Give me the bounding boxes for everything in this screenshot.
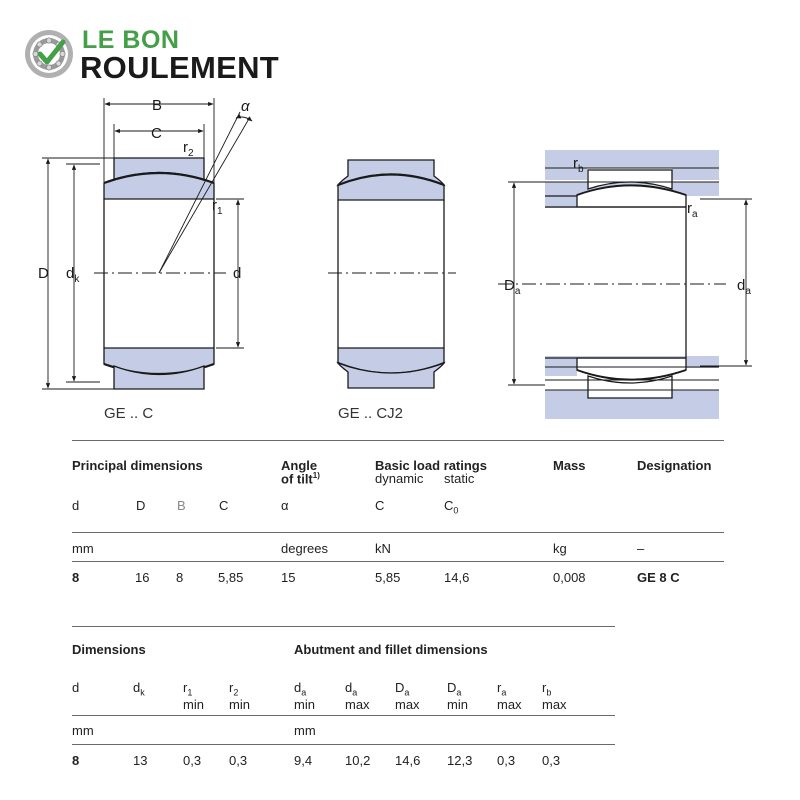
label-r2: $r_2$ bbox=[183, 139, 194, 159]
unit-kg: kg bbox=[553, 541, 567, 556]
divider bbox=[72, 744, 615, 745]
label-r1: $r_1$ bbox=[212, 197, 223, 217]
symbol-D: D bbox=[136, 498, 146, 513]
header-abutment: Abutment and fillet dimensions bbox=[294, 642, 488, 657]
label-Da: $D_a$ bbox=[504, 277, 521, 297]
label-alpha: α bbox=[241, 98, 250, 115]
cell-D: 16 bbox=[135, 570, 150, 585]
cell-C0: 14,6 bbox=[444, 570, 470, 585]
symbol-B: B bbox=[177, 498, 186, 513]
unit-mm: mm bbox=[72, 541, 94, 556]
table-cell: 13 bbox=[133, 753, 148, 768]
unit-mm: mm bbox=[294, 723, 316, 738]
label-ra: $r_a$ bbox=[687, 200, 698, 220]
symbol-rb-max: $r_b$ max bbox=[542, 680, 567, 712]
unit-kN: kN bbox=[375, 541, 391, 556]
logo-text-bottom: ROULEMENT bbox=[80, 50, 280, 85]
label-rb: $r_b$ bbox=[573, 155, 584, 175]
cell-designation: GE 8 C bbox=[637, 570, 680, 585]
table-cell: 0,3 bbox=[229, 753, 248, 768]
symbol-dk: $d_k$ bbox=[133, 680, 145, 698]
label-d: d bbox=[233, 265, 242, 282]
bearing-ge-cj2 bbox=[338, 160, 444, 388]
symbol-d: d bbox=[72, 498, 80, 513]
divider bbox=[72, 440, 724, 441]
header-angle-line2: of tilt$^{1)}$ bbox=[281, 471, 320, 487]
unit-dash: – bbox=[637, 541, 645, 556]
cell-B: 8 bbox=[176, 570, 184, 585]
cell-alpha: 15 bbox=[281, 570, 296, 585]
header-load-ratings: Basic load ratings bbox=[375, 458, 487, 473]
table-cell: 0,3 bbox=[183, 753, 202, 768]
label-D: D bbox=[38, 265, 49, 282]
header-mass: Mass bbox=[553, 458, 586, 473]
label-B: B bbox=[152, 97, 163, 114]
cell-d: 8 bbox=[72, 570, 80, 585]
header-dimensions: Dimensions bbox=[72, 642, 146, 657]
header-principal-dimensions: Principal dimensions bbox=[72, 458, 203, 473]
dimension-lines-mounted bbox=[498, 182, 752, 385]
caption-ge-cj2: GE .. CJ2 bbox=[338, 405, 404, 422]
symbol-r1-min: $r_1$ min bbox=[183, 680, 204, 712]
cell-C: 5,85 bbox=[218, 570, 244, 585]
divider bbox=[72, 561, 724, 562]
symbol-alpha: α bbox=[281, 498, 289, 513]
logo-text-top: LE BON bbox=[82, 26, 180, 54]
symbol-Da-max: $D_a$ max bbox=[395, 680, 420, 712]
bearing-ge-c bbox=[104, 158, 214, 389]
dimension-lines-ge-c bbox=[42, 98, 252, 389]
symbol-C-dynamic: C bbox=[375, 498, 385, 513]
divider bbox=[72, 715, 615, 716]
cell-mass: 0,008 bbox=[553, 570, 586, 585]
header-designation: Designation bbox=[637, 458, 712, 473]
header-dynamic: dynamic bbox=[375, 471, 424, 486]
header-static: static bbox=[444, 471, 475, 486]
table-cell: 10,2 bbox=[345, 753, 371, 768]
label-C: C bbox=[151, 125, 162, 142]
bearing-drawing bbox=[0, 90, 800, 435]
cell-C-dynamic: 5,85 bbox=[375, 570, 401, 585]
table-cell: 14,6 bbox=[395, 753, 421, 768]
symbol-d: d bbox=[72, 680, 80, 695]
symbol-da-max: $d_a$ max bbox=[345, 680, 370, 712]
caption-ge-c: GE .. C bbox=[104, 405, 154, 422]
label-dk: $d_k$ bbox=[66, 265, 80, 285]
table-cell: 9,4 bbox=[294, 753, 313, 768]
unit-degrees: degrees bbox=[281, 541, 328, 556]
symbol-r2-min: $r_2$ min bbox=[229, 680, 250, 712]
divider bbox=[72, 532, 724, 533]
symbol-C: C bbox=[219, 498, 229, 513]
symbol-ra-max: $r_a$ max bbox=[497, 680, 522, 712]
header-angle: Angle bbox=[281, 458, 318, 473]
divider bbox=[72, 626, 615, 627]
table-cell: 12,3 bbox=[447, 753, 473, 768]
unit-mm: mm bbox=[72, 723, 94, 738]
table-cell: 8 bbox=[72, 753, 80, 768]
table-cell: 0,3 bbox=[497, 753, 516, 768]
symbol-da-min: $d_a$ min bbox=[294, 680, 315, 712]
symbol-Da-min: $D_a$ min bbox=[447, 680, 468, 712]
label-da: $d_a$ bbox=[737, 277, 751, 297]
table-cell: 0,3 bbox=[542, 753, 561, 768]
symbol-C0: $C_0$ bbox=[444, 498, 459, 516]
